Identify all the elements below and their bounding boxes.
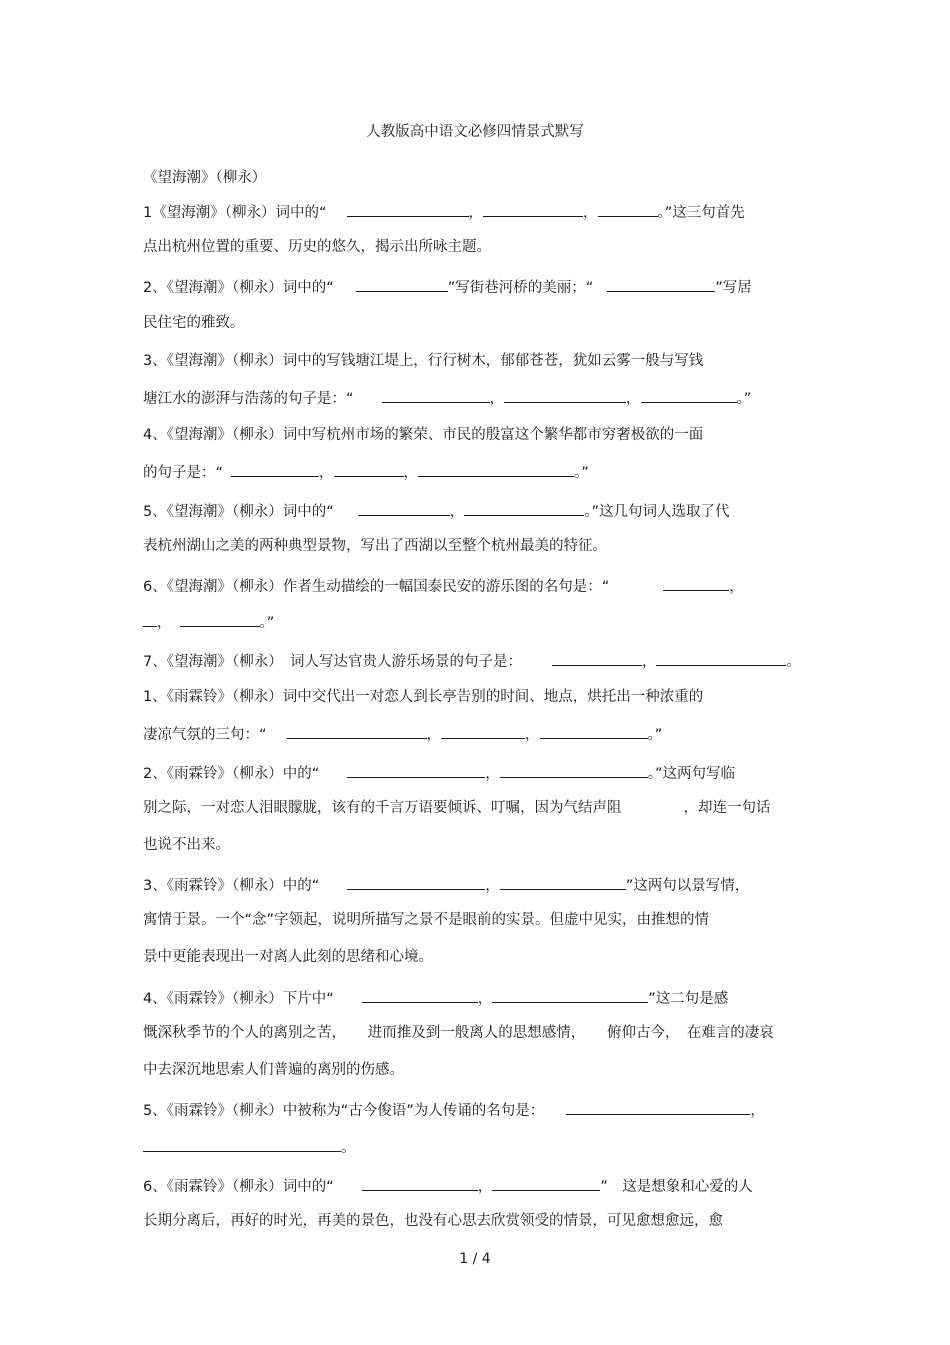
answer-blank[interactable]: [504, 387, 626, 403]
question-4: 4、《望海潮》（柳永）词中写杭州市场的繁荣、市民的殷富这个繁华都市穷奢极欲的一面: [143, 427, 704, 443]
answer-blank[interactable]: [492, 987, 648, 1003]
question-2: 2、《望海潮》（柳永）词中的“ ”写街巷河桥的美丽；“ ”写居: [143, 276, 752, 298]
answer-blank[interactable]: [464, 500, 584, 516]
question-yulinling-5: 5、《雨霖铃》（柳永）中被称为“古今俊语”为人传诵的名句是： ，: [143, 1099, 765, 1121]
answer-blank[interactable]: [287, 723, 427, 739]
question-3: 3、《望海潮》（柳永）词中的写钱塘江堤上，行行树木，郁郁苍苍，犹如云雾一般与写钱: [143, 353, 704, 369]
question-2-cont: 民住宅的雅致。: [143, 315, 245, 331]
question-3-cont: 塘江水的澎湃与浩荡的句子是：“ ， ， 。”: [143, 387, 751, 409]
question-4-cont: 的句子是：“ ， ， 。”: [143, 461, 589, 483]
answer-blank[interactable]: [231, 461, 319, 477]
answer-blank[interactable]: [441, 723, 525, 739]
section-heading: 《望海潮》（柳永）: [143, 170, 267, 186]
question-5: 5、《望海潮》（柳永）词中的“ ， 。”这几句词人选取了代: [143, 500, 730, 522]
answer-blank[interactable]: [334, 461, 404, 477]
question-6-cont: ， 。”: [143, 611, 274, 633]
answer-blank[interactable]: [540, 723, 648, 739]
answer-blank[interactable]: [483, 201, 583, 217]
question-7: 7、《望海潮》（柳永） 词人写达官贵人游乐场景的句子是： ， 。: [143, 650, 801, 672]
question-yulinling-5-cont: 。: [143, 1136, 356, 1158]
answer-blank[interactable]: [418, 461, 574, 477]
question-yulinling-3: 3、《雨霖铃》（柳永）中的“ ， ”这两句以景写情，: [143, 874, 749, 896]
question-yulinling-4-cont: 慨深秋季节的个人的离别之苦， 进而推及到一般离人的思想感情， 俯仰古今， 在难言的凄哀: [143, 1025, 774, 1041]
answer-blank[interactable]: [656, 650, 786, 666]
answer-blank[interactable]: [500, 762, 648, 778]
question-1-cont: 点出杭州位置的重要、历史的悠久，揭示出所咏主题。: [143, 239, 491, 255]
answer-blank[interactable]: [500, 874, 626, 890]
answer-blank[interactable]: [358, 500, 450, 516]
page-title: 人教版高中语文必修四情景式默写: [366, 124, 584, 140]
answer-blank[interactable]: [566, 1099, 750, 1115]
question-6: 6、《望海潮》（柳永）作者生动描绘的一幅国泰民安的游乐图的名句是：“ ，: [143, 575, 744, 597]
answer-blank[interactable]: [598, 201, 658, 217]
question-yulinling-2-cont2: 也说不出来。: [143, 837, 230, 853]
question-yulinling-1-cont: 凄凉气氛的三句：“ ， ， 。”: [143, 723, 662, 745]
question-5-cont: 表杭州湖山之美的两种典型景物，写出了西湖以至整个杭州最美的特征。: [143, 538, 607, 554]
answer-blank[interactable]: [492, 1175, 600, 1191]
answer-blank[interactable]: [362, 1175, 478, 1191]
answer-blank[interactable]: [607, 276, 715, 292]
question-yulinling-2-cont: 别之际，一对恋人泪眼朦胧，该有的千言万语要倾诉、叮嘱，因为气结声阻 ，却连一句话: [143, 800, 771, 816]
answer-blank[interactable]: [663, 575, 729, 591]
answer-blank[interactable]: [347, 874, 485, 890]
answer-blank[interactable]: [382, 387, 490, 403]
question-yulinling-3-cont2: 景中更能表现出一对离人此刻的思绪和心境。: [143, 949, 433, 965]
answer-blank[interactable]: [180, 611, 260, 627]
question-1: 1《望海潮》（柳永）词中的“ ， ， 。”这三句首先: [143, 201, 745, 223]
answer-blank[interactable]: [347, 201, 469, 217]
question-yulinling-6: 6、《雨霖铃》（柳永）词中的“ ， ” 这是想象和心爱的人: [143, 1175, 753, 1197]
answer-blank[interactable]: [362, 987, 478, 1003]
question-yulinling-3-cont: 寓情于景。一个“念”字领起，说明所描写之景不是眼前的实景。但虚中见实，由推想的情: [143, 912, 710, 928]
answer-blank[interactable]: [552, 650, 642, 666]
question-yulinling-4: 4、《雨霖铃》（柳永）下片中“ ， ”这二句是感: [143, 987, 728, 1009]
question-yulinling-6-cont: 长期分离后，再好的时光，再美的景色，也没有心思去欣赏领受的情景，可见愈想愈远，愈: [143, 1213, 723, 1229]
page-number: 1 / 4: [459, 1251, 491, 1267]
question-yulinling-2: 2、《雨霖铃》（柳永）中的“ ， 。”这两句写临: [143, 762, 735, 784]
answer-blank[interactable]: [641, 387, 737, 403]
question-yulinling-1: 1、《雨霖铃》（柳永）词中交代出一对恋人到长亭告别的时间、地点，烘托出一种浓重的: [143, 689, 704, 705]
answer-blank[interactable]: [143, 1136, 341, 1152]
answer-blank[interactable]: [347, 762, 485, 778]
answer-blank[interactable]: [356, 276, 448, 292]
question-yulinling-4-cont2: 中去深沉地思索人们普遍的离别的伤感。: [143, 1062, 404, 1078]
answer-blank[interactable]: [143, 611, 157, 627]
